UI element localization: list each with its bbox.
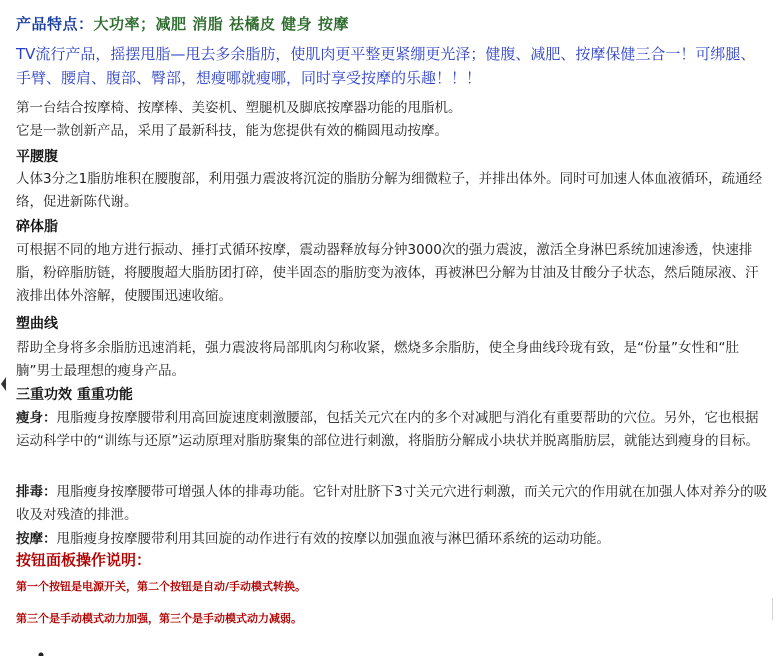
body-shape-curve: 帮助全身将多余脂肪迅速消耗，强力震波将局部肌肉匀称收紧，燃烧多余脂肪，使全身曲线玲珑有致，是“份量”女性和“肚腩”男士最理想的瘦身产品。 — [16, 340, 739, 379]
scroll-left-arrow-icon[interactable] — [0, 374, 7, 394]
features-text: 大功率；减肥 消脂 祛橘皮 健身 按摩 — [93, 15, 349, 33]
paragraph-first: 第一台结合按摩椅、按摩棒、美姿机、塑腿机及脚底按摩器功能的甩脂机。 — [16, 100, 462, 116]
triple-item-slim — [16, 407, 768, 453]
features-line — [16, 13, 349, 34]
body-flat-waist: 人体3分之1脂肪堆积在腰腹部，利用强力震波将沉淀的脂肪分解为细微粒子，并排出体外。同时可加速人体血液循环，疏通经络，促进新陈代谢。 — [16, 171, 763, 210]
intro-text: TV流行产品，摇摆甩脂—甩去多余脂肪，使肌肉更平整更紧绷更光泽；健腹、减肥、按摩保健三合一！可绑腿、手臂、腰肩、腹部、臀部，想瘦哪就瘦哪，同时享受按摩的乐趣！！！ — [16, 45, 756, 87]
heading-shape-curve: 塑曲线 — [16, 316, 58, 332]
triple-item-detox-lead: 排毒： — [16, 484, 57, 500]
heading-break-fat: 碎体脂 — [16, 219, 58, 235]
heading-flat-waist: 平腰腹 — [16, 149, 58, 165]
triple-item-detox-text: 甩脂瘦身按摩腰带可增强人体的排毒功能。它针对肚脐下3寸关元穴进行刺激，而关元穴的作用就在加强人体对养分的吸收及对残渣的排泄。 — [16, 484, 768, 523]
triple-item-detox — [16, 481, 768, 527]
body-break-fat: 可根据不同的地方进行振动、捶打式循环按摩，震动器释放每分钟3000次的强力震波，激活全身淋巴系统加速渗透，快速排脂，粉碎脂肪链，将腰腹超大脂肪团打碎，使半固态的脂肪变为液体，再被淋巴分解为甘油及甘酸分子状态，然后随尿液、汗液排出体外溶解，使腰围迅速收缩。 — [16, 242, 759, 304]
button-panel-heading: 按钮面板操作说明： — [16, 551, 152, 569]
button-panel-note-2: 第三个是手动模式动力加强，第三个是手动模式动力减弱。 — [16, 612, 302, 625]
button-panel-note-1: 第一个按钮是电源开关，第二个按钮是自动/手动模式转换。 — [16, 580, 307, 593]
bullet-icon — [36, 641, 46, 647]
triple-item-slim-text: 甩脂瘦身按摩腰带利用高回旋速度刺激腰部，包括关元穴在内的多个对减肥与消化有重要帮助的穴位。另外，它也根据运动科学中的“训练与还原”运动原理对脂肪聚集的部位进行刺激，将脂肪分解成小块状并脱离脂肪层，就能达到瘦身的目标。 — [16, 410, 759, 449]
heading-triple-effect: 三重功效 重重功能 — [16, 387, 133, 403]
triple-item-massage-text: 甩脂瘦身按摩腰带利用其回旋的动作进行有效的按摩以加强血液与淋巴循环系统的运动功能。 — [56, 531, 610, 547]
triple-item-slim-lead: 瘦身： — [16, 410, 57, 426]
features-label: 产品特点： — [16, 15, 94, 33]
triple-item-massage — [16, 528, 768, 551]
triple-item-massage-lead: 按摩： — [16, 531, 57, 547]
paragraph-second: 它是一款创新产品，采用了最新科技，能为您提供有效的椭圆甩动按摩。 — [16, 123, 448, 139]
divider — [772, 598, 773, 620]
